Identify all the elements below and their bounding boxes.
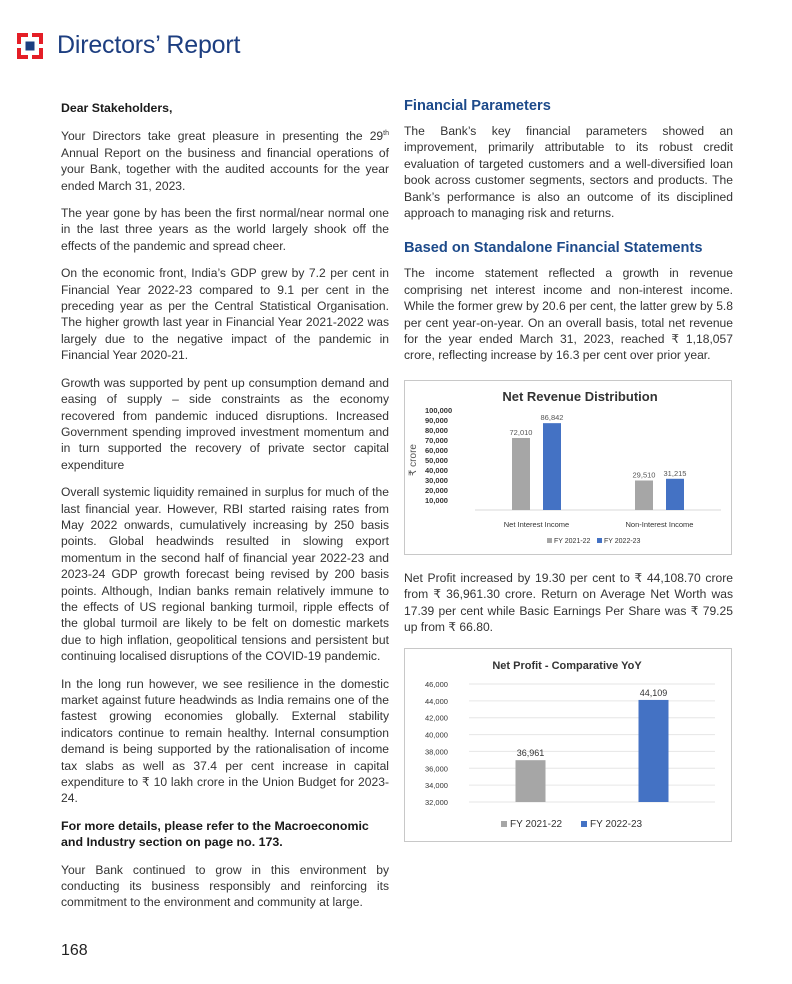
bar-fy-2021-22	[516, 760, 546, 802]
data-label: 29,510	[632, 470, 656, 480]
paragraph-liquidity: Overall systemic liquidity remained in surplus for much of the last financial year. However, RBI started raising rates from May 2022 onwards, cumulatively increasing by 250 basis points. Global headwinds resulted in slowing export momentum in the second half of financial year 2022-23 and 2023-24 GDP growth forecast being revised by 200 basis points. Although, Indian banks remain relatively immune to the effects of US regional banking turmoil, ripple effects of the global turmoil are likely to be felt on domestic markets due to high inflation, geopolitical tensions and persistent but continuing localised disruptions of the COVID-19 pandemic.	[61, 485, 389, 664]
net-profit-chart	[404, 648, 732, 842]
y-tick-label: 32,000	[425, 797, 448, 807]
y-tick-label: 50,000	[425, 455, 448, 465]
bar-fy-2022-23	[543, 423, 561, 510]
heading-standalone: Based on Standalone Financial Statements	[404, 240, 703, 257]
paragraph-normal-year: The year gone by has been the first normal/near normal one in the last three years as the world largely shook off the effects of the pandemic and spread cheer.	[61, 206, 389, 253]
y-tick-label: 46,000	[425, 679, 448, 689]
y-tick-label: 38,000	[425, 746, 448, 756]
y-axis-label: ₹ crore	[408, 443, 419, 476]
y-tick-label: 30,000	[425, 475, 448, 485]
legend-label: FY 2021-22	[554, 537, 591, 545]
data-label: 44,109	[639, 687, 668, 698]
bar-fy-2022-23	[639, 699, 669, 801]
y-tick-label: 80,000	[425, 425, 448, 435]
legend-label: FY 2022-23	[604, 537, 641, 545]
paragraph-closing: Your Bank continued to grow in this environment by conducting its business responsibly and reinforcing its commitment to the environment and community at large.	[61, 862, 389, 910]
data-label: 72,010	[509, 427, 533, 437]
bank-logo	[17, 33, 43, 59]
paragraph-intro: Your Directors take great pleasure in presenting the 29th Annual Report on the business and financial operations of your Bank, together with the audited accounts for the year ended March 31, 2023.	[61, 129, 389, 193]
y-tick-label: 10,000	[425, 495, 448, 505]
paragraph-gdp: On the economic front, India’s GDP grew by 7.2 per cent in Financial Year 2022-23 compared to 9.1 per cent in the preceding year as per the Central Statistical Organisation. The higher growth last year in Financial Year 2021-2022 was largely due to the negative impact of the pandemic in Financial Year 2020-21.	[61, 266, 389, 363]
bar-fy-2021-22	[635, 480, 653, 510]
y-tick-label: 34,000	[425, 780, 448, 790]
y-tick-label: 70,000	[425, 435, 448, 445]
bar-fy-2022-23	[666, 479, 684, 510]
chart-title: Net Revenue Distribution	[502, 388, 658, 404]
y-tick-label: 44,000	[425, 696, 448, 706]
y-tick-label: 90,000	[425, 415, 448, 425]
paragraph-growth: Growth was supported by pent up consumption demand and easing of supply – side constraints as the economy recovered from pandemic induced disruptions. Increased Government spending improved investment momentum and in turn supported the recovery of private sector capital expenditure	[61, 375, 389, 472]
y-tick-label: 36,000	[425, 763, 448, 773]
legend-swatch	[581, 821, 587, 827]
bar-fy-2021-22	[512, 438, 530, 510]
legend-label: FY 2021-22	[510, 818, 563, 830]
y-tick-label: 42,000	[425, 713, 448, 723]
page-title: Directors’ Report	[57, 31, 241, 59]
net-revenue-chart	[404, 380, 732, 555]
right-column	[404, 98, 733, 842]
heading-financial-parameters: Financial Parameters	[404, 98, 551, 114]
paragraph-net-profit: Net Profit increased by 19.30 per cent to ₹ 44,108.70 crore from ₹ 36,961.30 crore. Return on Average Net Worth was 17.39 per cent while Basic Earnings Per Share was ₹ 79.25 up from ₹ 66.80.	[404, 570, 733, 635]
y-tick-label: 100,000	[425, 405, 453, 415]
legend-swatch	[547, 538, 552, 543]
left-column	[61, 100, 389, 922]
legend-swatch	[597, 538, 602, 543]
y-tick-label: 40,000	[425, 730, 448, 740]
x-tick-label: Non-Interest Income	[625, 519, 694, 529]
page-number: 168	[61, 942, 88, 959]
paragraph-reference-note: For more details, please refer to the Macroeconomic and Industry section on page no. 173.	[61, 818, 369, 850]
paragraph-financial-parameters: The Bank’s key financial parameters showed an improvement, primarily attributable to its robust credit evaluation of targeted customers and a well-diversified loan book across customer segments, sectors and products. The Bank’s performance is also an outcome of its disciplined approach to managing risk and returns.	[404, 124, 733, 221]
salutation: Dear Stakeholders,	[61, 101, 173, 115]
y-tick-label: 60,000	[425, 445, 448, 455]
chart-title: Net Profit - Comparative YoY	[492, 659, 642, 672]
y-tick-label: 40,000	[425, 465, 448, 475]
data-label: 36,961	[516, 747, 545, 758]
data-label: 86,842	[540, 413, 564, 423]
x-tick-label: Net Interest Income	[503, 519, 570, 529]
legend-swatch	[501, 821, 507, 827]
paragraph-long-run: In the long run however, we see resilience in the domestic market against future headwinds as India remains one of the fastest growing economies globally. External stability indicators continue to remain healthy. Internal consumption demand is being supported by the rationalisation of income tax slabs as well as 37.4 per cent increase in capital expenditure to ₹ 10 lakh crore in the Union Budget for 2023-24.	[61, 676, 389, 806]
net-revenue-chart-svg	[405, 381, 731, 554]
data-label: 31,215	[663, 468, 687, 478]
net-profit-chart-svg	[405, 649, 731, 841]
legend-label: FY 2022-23	[590, 818, 643, 830]
y-tick-label: 20,000	[425, 485, 448, 495]
paragraph-revenue: The income statement reflected a growth in revenue comprising net interest income and non-interest income. While the former grew by 20.6 per cent, the latter grew by 5.8 per cent year-on-year. On an overall basis, total net revenue for the year ended March 31, 2023, reached ₹ 1,18,057 crore, reflecting increase by 16.3 per cent over prior year.	[404, 266, 733, 363]
